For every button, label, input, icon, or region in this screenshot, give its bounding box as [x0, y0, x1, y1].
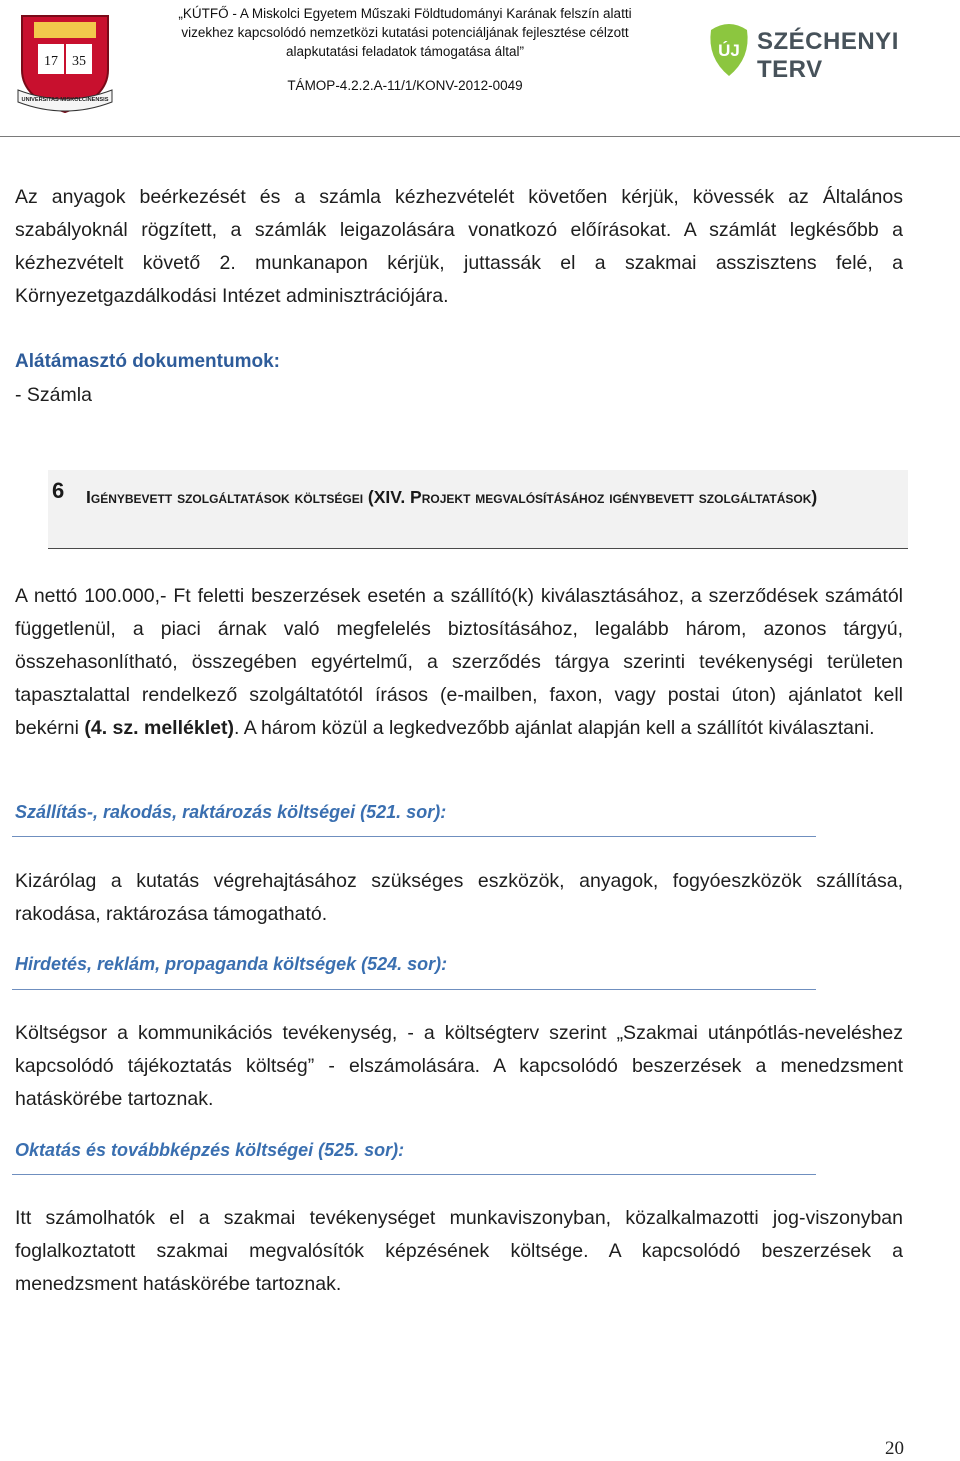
- supporting-docs-item: - Számla: [15, 384, 92, 406]
- section-heading: [48, 470, 908, 549]
- subsection-text-training: Itt számolhatók el a szakmai tevékenységet munkaviszonyban, közalkalmazotti jog-viszonyban foglalkoztatott szakmai megvalósítók képzésének költsége. A kapcsolódó beszerzések a menedzsment hatáskörébe tartoznak.: [15, 1207, 903, 1295]
- page-number: 20: [885, 1438, 904, 1459]
- subsection-heading-transport: Szállítás-, rakodás, raktározás költségei (521. sor):: [15, 802, 447, 822]
- project-title-line: „KÚTFŐ - A Miskolci Egyetem Műszaki Földtudományi Karának felszín alatti: [178, 6, 632, 21]
- section-title: Igénybevett szolgáltatások költségei (XIV. Projekt megvalósításához igénybevett szolgáltatások): [86, 487, 818, 507]
- university-crest-logo: [14, 8, 116, 118]
- project-title-line: alapkutatási feladatok támogatása által”: [286, 44, 524, 59]
- project-title-line: vizekhez kapcsolódó nemzetközi kutatási potenciáljának fejlesztése célzott: [181, 25, 629, 40]
- crest-ribbon-text: UNIVERSITAS MISKOLCINENSIS: [21, 97, 109, 103]
- procurement-text-b: . A három közül a legkedvezőbb ajánlat alapján kell a szállítót kiválasztani.: [233, 717, 875, 739]
- szechenyi-leaf-icon: [705, 18, 753, 80]
- page-header: [0, 0, 960, 140]
- subsection-heading-advertising: Hirdetés, reklám, propaganda költségek (524. sor):: [15, 954, 448, 974]
- procurement-annex-ref: (4. sz. melléklet): [84, 717, 234, 739]
- procurement-paragraph: [15, 580, 903, 745]
- subsection-text-advertising: Költségsor a kommunikációs tevékenység, - a költségterv szerint „Szakmai utánpótlás-neveléshez kapcsolódó tájékoztatás költség” - elszámolására. A kapcsolódó beszerzések a menedzsment hatáskörébe tartoznak.: [15, 1022, 903, 1110]
- supporting-docs-heading: Alátámasztó dokumentumok:: [15, 351, 280, 372]
- procurement-text-a: A nettó 100.000,- Ft feletti beszerzések esetén a szállító(k) kiválasztásához, a szerződések számától függetlenül, a piaci árnak való megfelelés biztosításához, legalább három, azonos tárgyú, összehasonlítható, összegében egyértelmű, a szerződés tárgya szerinti tevékenységi területen tapasztalattal rendelkező szolgáltatótól írásos (e-mailben, faxon, vagy postai úton) ajánlatot kell bekérni: [15, 585, 903, 739]
- crest-year-left: 17: [44, 54, 58, 69]
- header-divider: [0, 136, 960, 137]
- intro-paragraph: Az anyagok beérkezését és a számla kézhezvételét követően kérjük, kövessék az Általános szabályoknál rögzített, a számlák leigazolására vonatkozó előírásokat. A számlát legkésőbb a kézhezvételt követő 2. munkanapon kérjük, juttassák el a szakmai asszisztens felé, a Környezetgazdálkodási Intézet adminisztrációjára.: [15, 186, 903, 307]
- logo-mark-text: ÚJ: [718, 41, 740, 60]
- szechenyi-terv-text: SZÉCHENYI TERV: [757, 28, 899, 83]
- subsection-heading-training: Oktatás és továbbképzés költségei (525. sor):: [15, 1140, 405, 1160]
- crest-year-right: 35: [72, 54, 86, 69]
- subsection-text-transport: Kizárólag a kutatás végrehajtásához szükséges eszközök, anyagok, fogyóeszközök szállítása, rakodása, raktározása támogatható.: [15, 870, 903, 925]
- subsection-divider: [12, 989, 816, 990]
- subsection-divider: [12, 1174, 816, 1175]
- subsection-divider: [12, 836, 816, 837]
- section-number: 6: [52, 478, 65, 503]
- project-title: [140, 4, 670, 61]
- project-code: TÁMOP-4.2.2.A-11/1/KONV-2012-0049: [287, 78, 523, 93]
